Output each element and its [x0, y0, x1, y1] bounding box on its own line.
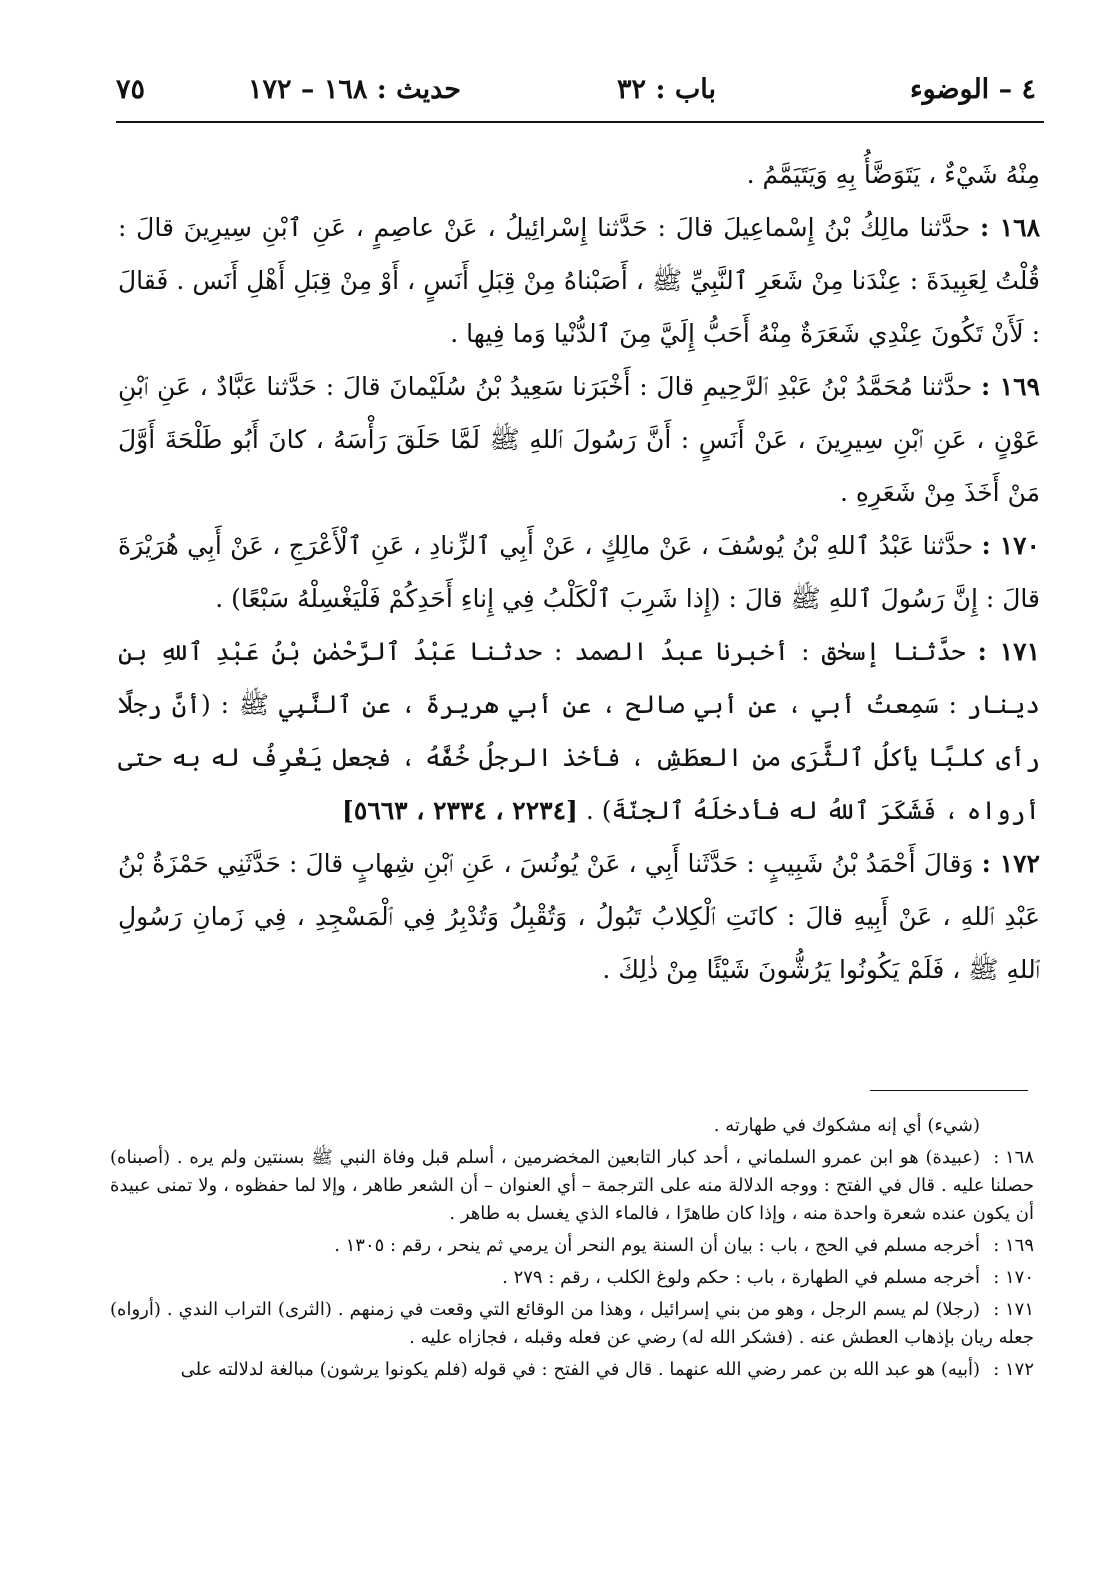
hadith-text — [118, 148, 1040, 996]
cross-reference: [٢٢٣٤ ، ٢٣٣٤ ، ٥٦٦٣] — [342, 796, 578, 825]
hadith-number: ١٦٨ : — [979, 213, 1041, 242]
hadith-body: مِنْهُ شَيْءٌ ، يَتَوَضَّأُ بِهِ وَيَتَيَمَّمُ . — [746, 160, 1040, 189]
footnote-number: ١٦٨ : — [993, 1147, 1034, 1168]
hadith-body: حدَّثنا مُحَمَّدُ بْنُ عَبْدِ ٱلرَّحِيمِ قالَ : أَخْبَرَنا سَعِيدُ بْنُ سُلَيْمانَ قالَ : حَدَّثنا عَبَّادٌ ، عَنِ ٱبْنِ عَوْنٍ ، عَنِ ٱبْنِ سِيرِينَ ، عَنْ أَنَسٍ : أَنَّ رَسُولَ ٱللهِ ﷺ لَمَّا حَلَقَ رَأْسَهُ ، كانَ أَبُو طَلْحَةَ أَوَّلَ مَنْ أَخَذَ مِنْ شَعَرِهِ . — [118, 372, 1040, 507]
hadith-range: حديث : ١٦٨ – ١٧٢ — [248, 74, 461, 105]
hadith-171 — [118, 625, 1040, 837]
footnote — [110, 1264, 1034, 1292]
hadith-number: ١٧٢ : — [981, 849, 1040, 878]
footnote-text: (شيء) أي إنه مشكوك في طهارته . — [713, 1115, 980, 1136]
footnote — [110, 1232, 1034, 1260]
chapter-title: ٤ – الوضوء — [909, 74, 1036, 105]
hadith-body: حدَّثنا مالِكُ بْنُ إِسْماعِيلَ قالَ : حَدَّثنا إِسْرائِيلُ ، عَنْ عاصِمٍ ، عَنِ ٱبْنِ سِيرِينَ قالَ : قُلْتُ لِعَبِيدَةَ : عِنْدَنا مِنْ شَعَرِ ٱلنَّبِيِّ ﷺ ، أَصَبْناهُ مِنْ قِبَلِ أَنَسٍ ، أَوْ مِنْ قِبَلِ أَهْلِ أَنَس . فَقالَ : لَأَنْ تَكُونَ عِنْدِي شَعَرَةٌ مِنْهُ أَحَبُّ إِلَيَّ مِنَ ٱلدُّنْيا وَما فِيها . — [118, 213, 1040, 348]
header-rule — [116, 121, 1044, 123]
footnote-number: ١٦٩ : — [993, 1235, 1034, 1256]
footnote-text: (رجلا) لم يسم الرجل ، وهو من بني إسرائيل ، وهذا من الوقائع التي وقعت في زمنهم . (الثرى) التراب الندي . (أرواه) جعله ريان بإذهاب العطش عنه . (فشكر الله له) رضي عن فعله وقبله ، فجازاه عليه . — [110, 1299, 1034, 1348]
footnote — [110, 1296, 1034, 1352]
hadith-170 — [118, 519, 1040, 625]
hadith-168 — [118, 201, 1040, 360]
hadith-number: ١٧٠ : — [981, 531, 1040, 560]
footnote-number: ١٧٢ : — [993, 1359, 1034, 1380]
hadith-number: ١٧١ : — [977, 637, 1041, 666]
hadith-body: حدَّثنا عَبْدُ ٱللهِ بْنُ يُوسُفَ ، عَنْ مالِكٍ ، عَنْ أَبِي ٱلزِّنادِ ، عَنِ ٱلْأَعْرَجِ ، عَنْ أَبِي هُرَيْرَةَ قالَ : إِنَّ رَسُولَ ٱللهِ ﷺ قالَ : (إِذا شَرِبَ ٱلْكَلْبُ فِي إِناءِ أَحَدِكُمْ فَلْيَغْسِلْهُ سَبْعًا) . — [118, 531, 1040, 613]
running-header — [116, 68, 1036, 112]
footnote-number: ١٧١ : — [993, 1299, 1034, 1320]
footnote-text: (عبيدة) هو ابن عمرو السلماني ، أحد كبار التابعين المخضرمين ، أسلم قبل وفاة النبي ﷺ بسنتين ولم يره . (أصبناه) حصلنا عليه . قال في الفتح : ووجه الدلالة منه على الترجمة – أي العنوان – أن الشعر طاهر ، وإلا لما حفظوه ، ولا تمنى عبيدة أن يكون عنده شعرة واحدة منه ، وإذا كان طاهرًا ، فالماء الذي يغسل به طاهر . — [110, 1147, 1034, 1224]
footnotes — [110, 1112, 1034, 1388]
hadith-body: وَقالَ أَحْمَدُ بْنُ شَبِيبٍ : حَدَّثَنا أَبِي ، عَنْ يُونُسَ ، عَنِ ٱبْنِ شِهابٍ قالَ : حَدَّثَنِي حَمْزَةُ بْنُ عَبْدِ ٱللهِ ، عَنْ أَبِيهِ قالَ : كانَتِ ٱلْكِلابُ تَبُولُ ، وَتُقْبِلُ وَتُدْبِرُ فِي ٱلْمَسْجِدِ ، فِي زَمانِ رَسُولِ ٱللهِ ﷺ ، فَلَمْ يَكُونُوا يَرُشُّونَ شَيْئًا مِنْ ذٰلِكَ . — [118, 849, 1040, 984]
footnote-rule — [870, 1090, 1028, 1091]
bab-number: باب : ٣٢ — [617, 74, 716, 105]
footnote-text: أخرجه مسلم في الطهارة ، باب : حكم ولوغ الكلب ، رقم : ٢٧٩ . — [502, 1267, 980, 1288]
footnote — [110, 1112, 1034, 1140]
footnote — [110, 1356, 1034, 1384]
hadith-172 — [118, 837, 1040, 996]
footnote-text: أخرجه مسلم في الحج ، باب : بيان أن السنة يوم النحر أن يرمي ثم ينحر ، رقم : ١٣٠٥ . — [334, 1235, 980, 1256]
footnote-text: (أبيه) هو عبد الله بن عمر رضي الله عنهما . قال في الفتح : في قوله (فلم يكونوا يرشون) مبالغة لدلالته على — [180, 1359, 980, 1380]
footnote-number: ١٧٠ : — [993, 1267, 1034, 1288]
hadith-169 — [118, 360, 1040, 519]
hadith-body: حدَّثنا إسحٰق : أخبرنا عبدُ الصمد : حدثنا عَبْدُ ٱلرَّحْمٰنِ بْنُ عَبْدِ ٱللهِ بن دينار : سَمِعتُ أبي ، عن أبي صالح ، عن أبي هريرةَ ، عن ٱلنَّبِي ﷺ : (أنَّ رجلًا رأى كلبًا يأكلُ ٱلثَّرَى من العطَشِ ، فأخذ الرجلُ خُفَّهُ ، فجعل يَغْرِفُ له به حتى أرواه ، فَشَكَرَ ٱللهُ له فأدخلَهُ ٱلجنّةَ) . — [118, 637, 1040, 825]
footnote — [110, 1144, 1034, 1228]
page-number: ٧٥ — [116, 74, 146, 105]
hadith-number: ١٦٩ : — [981, 372, 1040, 401]
hadith-continuation — [118, 148, 1040, 201]
